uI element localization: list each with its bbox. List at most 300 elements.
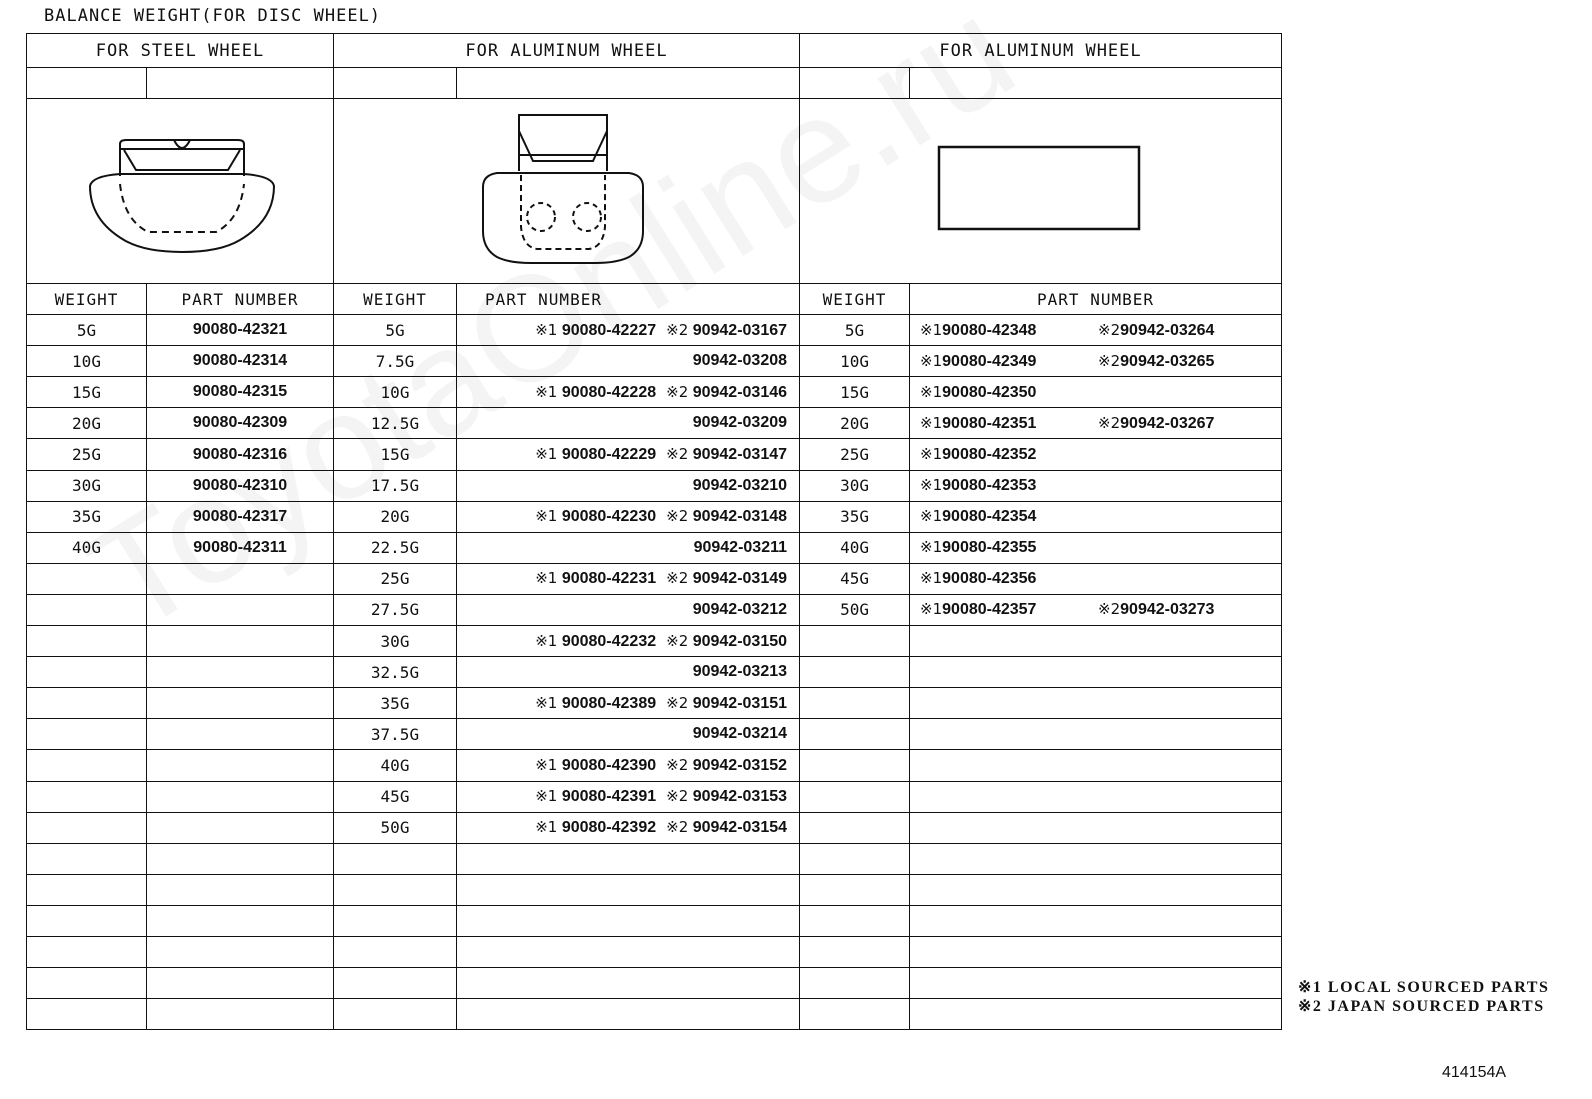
table-row	[27, 532, 1282, 563]
source-mark: ※1	[535, 755, 558, 774]
steel-part-number-cell: 90080-42321	[147, 315, 334, 346]
al1-weight-cell: 7.5G	[334, 346, 457, 377]
al2-weight-cell	[800, 781, 910, 812]
source-mark: ※1	[920, 600, 943, 619]
al2-part-number-cell	[910, 781, 1282, 812]
al2-weight-cell: 25G	[800, 439, 910, 470]
al1-weight-cell: 35G	[334, 688, 457, 719]
al2-weight-cell: 30G	[800, 470, 910, 501]
legend-item-local	[1298, 978, 1549, 997]
source-mark: ※2	[1098, 413, 1121, 432]
table-row	[27, 688, 1282, 719]
source-mark: ※1	[920, 351, 943, 370]
al2-part-a	[920, 538, 1098, 557]
table-row	[27, 999, 1282, 1030]
al1-part-b	[694, 539, 787, 557]
part-number: 90080-42356	[942, 570, 1037, 588]
al2-weight-cell: 15G	[800, 377, 910, 408]
al1-weight-cell	[334, 874, 457, 905]
al2-weight-cell: 10G	[800, 346, 910, 377]
al1-part-b	[666, 383, 787, 402]
source-mark: ※1	[535, 445, 558, 464]
part-number: 90080-42353	[942, 477, 1037, 495]
al1-part-number-cell	[457, 439, 800, 470]
al2-weight-cell	[800, 843, 910, 874]
al2-part-number-cell	[910, 470, 1282, 501]
al2-part-b	[1098, 321, 1214, 340]
section-steel-title: FOR STEEL WHEEL	[27, 34, 334, 68]
table-row	[27, 346, 1282, 377]
adhesive-clip-weight-icon	[467, 109, 667, 269]
al2-weight-cell: 40G	[800, 532, 910, 563]
steel-weight-cell	[27, 936, 147, 967]
section-aluminum-2-title: FOR ALUMINUM WHEEL	[800, 34, 1282, 68]
al2-part-a	[920, 569, 1098, 588]
part-number: 90942-03214	[692, 725, 788, 743]
al2-part-number-cell	[910, 750, 1282, 781]
part-number: 90080-42232	[561, 632, 657, 650]
al2-weight-cell: 45G	[800, 563, 910, 594]
steel-weight-cell: 25G	[27, 439, 147, 470]
al1-part-b	[666, 445, 787, 464]
al2-part-a	[920, 321, 1098, 340]
al2-part-number-cell	[910, 999, 1282, 1030]
al1-part-number-cell	[457, 905, 800, 936]
al2-part-number-cell	[910, 812, 1282, 843]
blank-cell	[910, 68, 1282, 99]
source-mark: ※1	[920, 476, 943, 495]
al2-part-a	[920, 445, 1098, 464]
al1-part-a	[535, 569, 656, 588]
al1-weight-cell: 25G	[334, 563, 457, 594]
part-number: 90080-42350	[942, 383, 1037, 401]
aluminum-1-illustration-cell	[334, 99, 800, 284]
table-row	[27, 563, 1282, 594]
al1-part-number-cell	[457, 719, 800, 750]
table-row	[27, 470, 1282, 501]
al1-weight-cell	[334, 905, 457, 936]
steel-part-number-cell	[147, 563, 334, 594]
source-mark: ※1	[920, 445, 943, 464]
al2-weight-cell	[800, 812, 910, 843]
source-mark: ※2	[666, 507, 689, 526]
al1-part-number-cell	[457, 532, 800, 563]
source-mark: ※1	[535, 320, 558, 339]
al1-part-b	[666, 569, 787, 588]
al1-weight-cell: 5G	[334, 315, 457, 346]
steel-part-number-header: PART NUMBER	[147, 284, 334, 315]
source-mark: ※2	[666, 693, 689, 712]
balance-weight-table	[26, 33, 1282, 1030]
al1-part-a	[535, 694, 656, 713]
al2-weight-cell	[800, 874, 910, 905]
table-row	[27, 781, 1282, 812]
steel-part-number-cell	[147, 719, 334, 750]
al2-part-number-cell	[910, 408, 1282, 439]
part-number: 90080-42390	[561, 756, 657, 774]
al1-part-number-cell	[457, 750, 800, 781]
part-number: 90942-03146	[692, 383, 788, 401]
source-mark: ※2	[1098, 351, 1121, 370]
part-number: 90080-42349	[942, 352, 1037, 370]
source-mark: ※2	[666, 445, 689, 464]
al1-part-a	[535, 818, 656, 837]
source-mark: ※2	[1098, 320, 1121, 339]
al1-part-b	[666, 818, 787, 837]
al1-part-b	[693, 477, 787, 495]
part-number: 90080-42229	[561, 446, 657, 464]
source-mark: ※2	[666, 569, 689, 588]
part-number: 90080-42230	[561, 508, 657, 526]
part-number: 90942-03264	[1120, 321, 1215, 339]
table-row	[27, 626, 1282, 657]
part-number: 90942-03152	[692, 756, 788, 774]
al2-part-number-cell	[910, 843, 1282, 874]
part-number: 90942-03167	[692, 321, 788, 339]
al1-part-b	[666, 787, 787, 806]
part-number: 90080-42227	[561, 321, 657, 339]
part-number: 90942-03265	[1120, 352, 1215, 370]
al1-part-b	[666, 632, 787, 651]
al2-part-number-cell	[910, 501, 1282, 532]
steel-weight-cell: 40G	[27, 532, 147, 563]
al1-weight-cell	[334, 968, 457, 999]
table-row	[27, 377, 1282, 408]
al2-weight-cell: 35G	[800, 501, 910, 532]
part-number: 90080-42352	[942, 446, 1037, 464]
al2-weight-cell: 5G	[800, 315, 910, 346]
part-number: 90942-03208	[692, 352, 788, 370]
part-number: 90942-03149	[692, 570, 788, 588]
steel-part-number-cell	[147, 999, 334, 1030]
al1-part-number-header: PART NUMBER	[457, 284, 800, 315]
steel-weight-cell	[27, 626, 147, 657]
steel-weight-cell	[27, 874, 147, 905]
table-row	[27, 657, 1282, 688]
al2-part-a	[920, 414, 1098, 433]
steel-part-number-cell	[147, 812, 334, 843]
blank-cell	[457, 68, 800, 99]
al1-part-number-cell	[457, 501, 800, 532]
al1-part-b	[666, 756, 787, 775]
steel-weight-cell	[27, 812, 147, 843]
al2-part-number-cell	[910, 563, 1282, 594]
source-mark: ※1	[535, 631, 558, 650]
al1-part-number-cell	[457, 594, 800, 625]
al1-part-a	[535, 321, 656, 340]
part-number: 90942-03153	[692, 788, 788, 806]
source-mark: ※1	[535, 507, 558, 526]
blank-cell	[334, 68, 457, 99]
al1-weight-cell: 45G	[334, 781, 457, 812]
al1-part-b	[666, 321, 787, 340]
part-number: 90942-03151	[692, 694, 788, 712]
al2-part-b	[1098, 352, 1214, 371]
section-aluminum-1-title: FOR ALUMINUM WHEEL	[334, 34, 800, 68]
al1-part-b	[693, 352, 787, 370]
source-mark: ※2	[666, 631, 689, 650]
part-number: 90080-42228	[561, 383, 657, 401]
table-row	[27, 843, 1282, 874]
al2-weight-cell	[800, 688, 910, 719]
table-row	[27, 936, 1282, 967]
legend	[1298, 978, 1549, 1016]
part-number: 90942-03210	[692, 476, 788, 494]
al1-weight-cell: 15G	[334, 439, 457, 470]
al1-weight-cell: 37.5G	[334, 719, 457, 750]
al1-weight-cell: 30G	[334, 626, 457, 657]
part-number: 90080-42355	[942, 539, 1037, 557]
legend-item-japan	[1298, 997, 1549, 1016]
part-number: 90942-03150	[692, 632, 788, 650]
source-mark: ※1	[535, 787, 558, 806]
al2-part-b	[1098, 600, 1214, 619]
al1-part-b	[666, 694, 787, 713]
al2-part-number-cell	[910, 532, 1282, 563]
steel-weight-cell	[27, 999, 147, 1030]
steel-weight-cell	[27, 750, 147, 781]
al1-weight-cell	[334, 936, 457, 967]
source-mark: ※1	[920, 538, 943, 557]
al1-part-b	[693, 601, 787, 619]
steel-part-number-cell	[147, 750, 334, 781]
column-header-row	[27, 284, 1282, 315]
steel-weight-cell: 10G	[27, 346, 147, 377]
steel-part-number-cell: 90080-42311	[147, 532, 334, 563]
al2-part-a	[920, 383, 1098, 402]
al2-part-number-cell	[910, 377, 1282, 408]
table-row	[27, 750, 1282, 781]
al2-weight-cell	[800, 999, 910, 1030]
steel-weight-header: WEIGHT	[27, 284, 147, 315]
page-title: BALANCE WEIGHT(FOR DISC WHEEL)	[44, 6, 382, 26]
source-mark: ※2	[666, 320, 689, 339]
al1-part-number-cell	[457, 563, 800, 594]
table-row	[27, 968, 1282, 999]
al2-part-number-cell	[910, 626, 1282, 657]
part-number: 90080-42354	[942, 508, 1037, 526]
al2-part-number-cell	[910, 315, 1282, 346]
al2-weight-cell	[800, 968, 910, 999]
table-row	[27, 905, 1282, 936]
legend-mark: ※2	[1298, 998, 1323, 1015]
al2-part-number-cell	[910, 719, 1282, 750]
part-number: 90942-03273	[1120, 601, 1215, 619]
al2-weight-cell	[800, 750, 910, 781]
al1-part-number-cell	[457, 626, 800, 657]
al1-weight-cell	[334, 843, 457, 874]
table-row	[27, 501, 1282, 532]
al1-part-a	[535, 632, 656, 651]
source-mark: ※1	[920, 320, 943, 339]
al2-weight-header: WEIGHT	[800, 284, 910, 315]
table-row	[27, 812, 1282, 843]
al2-part-number-cell	[910, 905, 1282, 936]
al1-part-a	[535, 787, 656, 806]
al1-part-b	[693, 725, 787, 743]
al2-weight-cell: 50G	[800, 594, 910, 625]
part-number: 90080-42348	[942, 321, 1037, 339]
steel-weight-cell	[27, 968, 147, 999]
part-number: 90080-42392	[561, 819, 657, 837]
al1-part-b	[666, 507, 787, 526]
steel-part-number-cell: 90080-42317	[147, 501, 334, 532]
source-mark: ※2	[666, 818, 689, 837]
source-mark: ※1	[920, 382, 943, 401]
al2-part-number-cell	[910, 594, 1282, 625]
al1-weight-cell: 10G	[334, 377, 457, 408]
steel-part-number-cell	[147, 936, 334, 967]
part-number: 90942-03147	[692, 446, 788, 464]
source-mark: ※1	[535, 382, 558, 401]
al2-part-b	[1098, 414, 1214, 433]
steel-weight-cell	[27, 781, 147, 812]
al1-part-number-cell	[457, 377, 800, 408]
blank-cell	[800, 68, 910, 99]
al2-part-a	[920, 507, 1098, 526]
al2-part-number-cell	[910, 346, 1282, 377]
part-number: 90080-42391	[561, 788, 657, 806]
steel-part-number-cell: 90080-42314	[147, 346, 334, 377]
part-number: 90080-42231	[561, 570, 657, 588]
legend-text: LOCAL SOURCED PARTS	[1327, 979, 1550, 996]
al1-part-a	[535, 445, 656, 464]
table-row	[27, 439, 1282, 470]
steel-weight-cell	[27, 594, 147, 625]
al1-part-number-cell	[457, 315, 800, 346]
al1-weight-cell: 20G	[334, 501, 457, 532]
al1-part-number-cell	[457, 688, 800, 719]
source-mark: ※2	[666, 755, 689, 774]
al1-weight-header: WEIGHT	[334, 284, 457, 315]
figure-number: 414154A	[1442, 1064, 1507, 1081]
steel-weight-cell	[27, 843, 147, 874]
table-row	[27, 874, 1282, 905]
steel-weight-cell: 30G	[27, 470, 147, 501]
source-mark: ※1	[920, 569, 943, 588]
blank-cell	[147, 68, 334, 99]
steel-part-number-cell: 90080-42316	[147, 439, 334, 470]
al2-weight-cell	[800, 657, 910, 688]
clip-on-weight-icon	[70, 124, 290, 254]
al1-part-a	[535, 756, 656, 775]
illustration-row	[27, 99, 1282, 284]
source-mark: ※1	[535, 818, 558, 837]
adhesive-tape-weight-icon	[931, 139, 1151, 239]
al1-weight-cell: 12.5G	[334, 408, 457, 439]
al1-part-number-cell	[457, 408, 800, 439]
al1-part-number-cell	[457, 812, 800, 843]
al1-part-a	[535, 507, 656, 526]
al1-weight-cell	[334, 999, 457, 1030]
steel-weight-cell	[27, 719, 147, 750]
blank-cell	[27, 68, 147, 99]
legend-text: JAPAN SOURCED PARTS	[1327, 998, 1545, 1015]
part-number: 90080-42389	[561, 694, 657, 712]
steel-part-number-cell	[147, 781, 334, 812]
steel-weight-cell: 35G	[27, 501, 147, 532]
source-mark: ※2	[666, 382, 689, 401]
steel-weight-cell: 15G	[27, 377, 147, 408]
al2-part-a	[920, 600, 1098, 619]
al1-weight-cell: 50G	[334, 812, 457, 843]
al1-part-number-cell	[457, 999, 800, 1030]
steel-part-number-cell	[147, 874, 334, 905]
al2-part-number-cell	[910, 968, 1282, 999]
al1-part-number-cell	[457, 874, 800, 905]
al2-weight-cell: 20G	[800, 408, 910, 439]
al2-part-number-cell	[910, 936, 1282, 967]
al1-weight-cell: 40G	[334, 750, 457, 781]
al1-part-number-cell	[457, 346, 800, 377]
steel-part-number-cell	[147, 626, 334, 657]
al1-weight-cell: 32.5G	[334, 657, 457, 688]
al2-part-number-cell	[910, 688, 1282, 719]
source-mark: ※2	[1098, 600, 1121, 619]
steel-weight-cell	[27, 657, 147, 688]
al2-part-number-cell	[910, 439, 1282, 470]
part-number: 90942-03148	[692, 508, 788, 526]
al1-part-number-cell	[457, 968, 800, 999]
steel-part-number-cell	[147, 968, 334, 999]
steel-part-number-cell	[147, 905, 334, 936]
al2-weight-cell	[800, 905, 910, 936]
al1-part-number-cell	[457, 470, 800, 501]
steel-weight-cell: 20G	[27, 408, 147, 439]
steel-part-number-cell	[147, 688, 334, 719]
source-mark: ※2	[666, 787, 689, 806]
steel-weight-cell	[27, 563, 147, 594]
al1-weight-cell: 27.5G	[334, 594, 457, 625]
table-row	[27, 719, 1282, 750]
steel-weight-cell: 5G	[27, 315, 147, 346]
steel-illustration-cell	[27, 99, 334, 284]
al1-part-number-cell	[457, 936, 800, 967]
part-number: 90942-03154	[692, 819, 788, 837]
al2-part-number-header: PART NUMBER	[910, 284, 1282, 315]
part-number: 90942-03211	[693, 538, 788, 556]
part-number: 90942-03213	[692, 663, 788, 681]
al1-part-number-cell	[457, 781, 800, 812]
table-row	[27, 315, 1282, 346]
steel-weight-cell	[27, 905, 147, 936]
al1-part-number-cell	[457, 843, 800, 874]
al1-part-b	[693, 414, 787, 432]
steel-part-number-cell	[147, 594, 334, 625]
part-number: 90942-03212	[692, 600, 788, 618]
part-number: 90080-42357	[942, 601, 1037, 619]
al2-part-a	[920, 352, 1098, 371]
part-number: 90942-03209	[692, 414, 788, 432]
source-mark: ※1	[920, 413, 943, 432]
source-mark: ※1	[535, 569, 558, 588]
aluminum-2-illustration-cell	[800, 99, 1282, 284]
al2-part-a	[920, 476, 1098, 495]
part-number: 90080-42351	[942, 414, 1037, 432]
al2-part-number-cell	[910, 657, 1282, 688]
part-number: 90942-03267	[1120, 414, 1215, 432]
table-row	[27, 594, 1282, 625]
al1-weight-cell: 17.5G	[334, 470, 457, 501]
legend-mark: ※1	[1298, 979, 1323, 996]
steel-part-number-cell	[147, 843, 334, 874]
steel-weight-cell	[27, 688, 147, 719]
steel-part-number-cell: 90080-42310	[147, 470, 334, 501]
al1-part-b	[693, 663, 787, 681]
steel-part-number-cell	[147, 657, 334, 688]
al1-part-a	[535, 383, 656, 402]
al1-part-number-cell	[457, 657, 800, 688]
